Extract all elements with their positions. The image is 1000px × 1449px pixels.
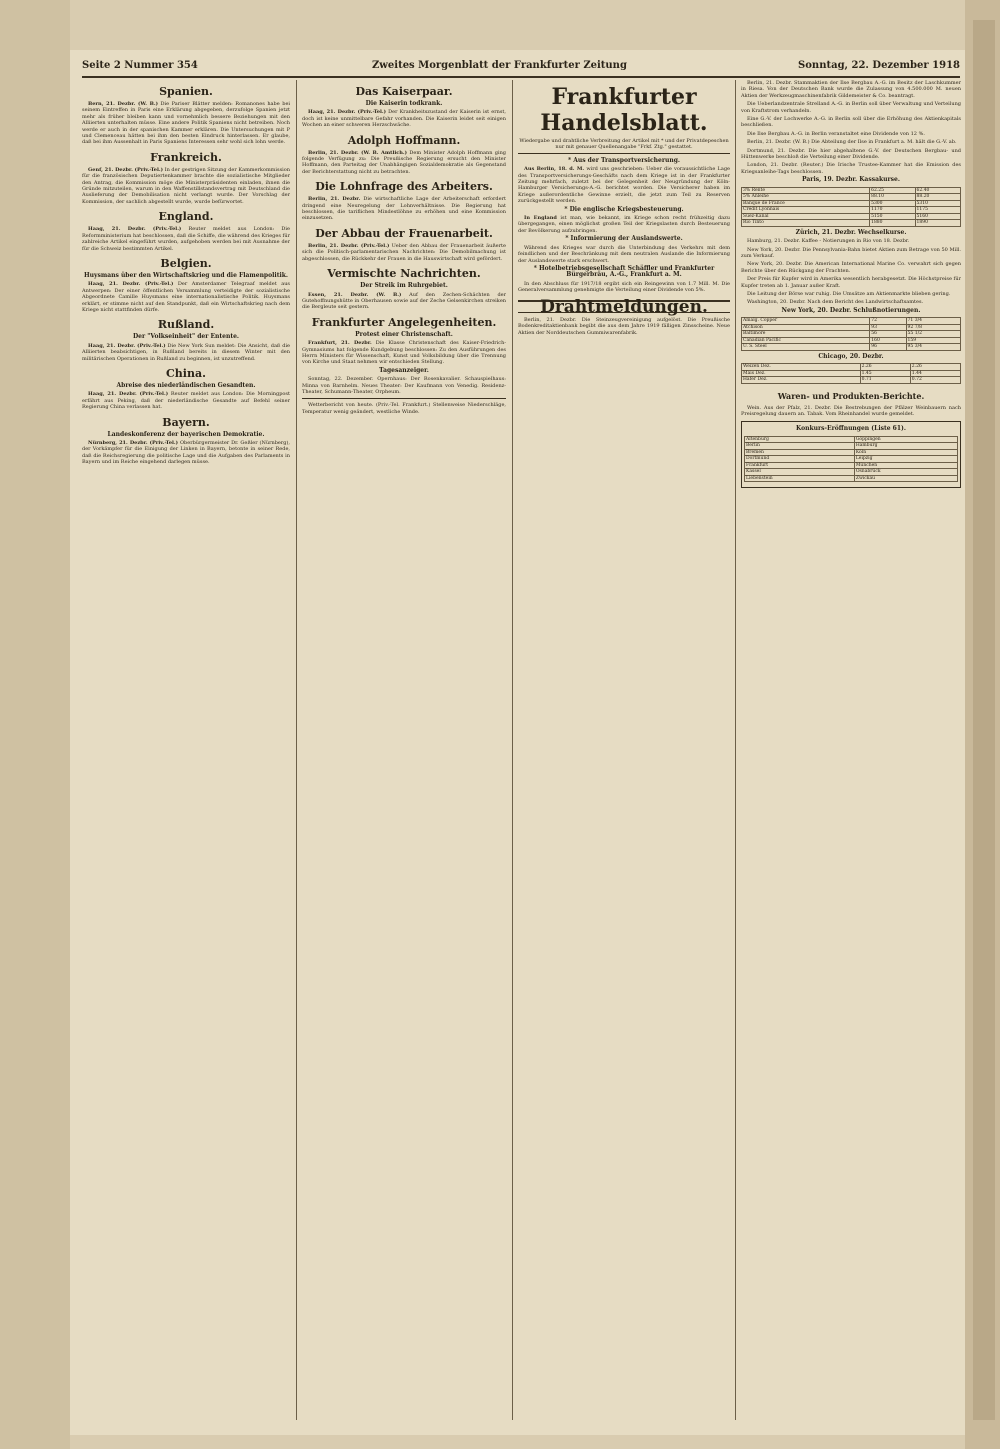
- dateline: Haag, 21. Dezbr. (Priv.-Tel.): [88, 226, 182, 233]
- zurich-title: Zürich, 21. Dezbr. Wechselkurse.: [795, 228, 907, 236]
- market-paragraph: Hamburg, 21. Dezbr. Kaffee - Notierungen in Rio von 18. Dezbr.: [747, 238, 910, 245]
- dateline: Haag, 21. Dezbr. (Priv.-Tel.): [88, 342, 166, 349]
- dateline: Genf, 21. Dezbr. (Priv.-Tel.): [88, 166, 163, 173]
- table-cell: 88.20: [915, 194, 960, 201]
- table-cell: 93: [870, 324, 906, 331]
- table-cell: Leipzig: [854, 456, 957, 463]
- section-subhead: * Hotelbetriebsgesellschaft Schäffler und Frankfurter Bürgerbräu, A.-G., Frankfurt a. M.: [533, 264, 715, 279]
- article-paragraph: [82, 226, 290, 252]
- table-cell: München: [854, 462, 957, 469]
- table-cell: 159: [906, 337, 960, 344]
- dateline: Berlin, 21. Dezbr. (Priv.-Tel.): [308, 242, 390, 249]
- market-paragraph: Eine G.-V. der Lochwerke A.-G. in Berlin soll über die Erhöhung des Aktienkapitals beschließen.: [741, 116, 961, 129]
- weather-report: Wetterbericht von heute. (Priv.-Tel. Frankfurt.) Stellenweise Niederschläge, Temperatur wenig geändert, westliche Winde.: [302, 402, 506, 415]
- table-row: [742, 377, 961, 384]
- market-paragraph: Dortmund, 21. Dezbr. Die hier abgehaltene G.-V. der Deutschen Bergbau- und Hüttenwerke beschloß die Verteilung einer Dividende.: [741, 147, 961, 161]
- article-text: ist man, wie bekannt, im Kriege schon recht frühzeitig dazu übergegangen, einen möglichst großen Teil der Kriegslasten durch Besteuerung der Bevölkerung aufzubringen.: [518, 215, 730, 234]
- paris-quotes-table: [741, 187, 961, 227]
- table-cell: Altenburg: [745, 436, 855, 443]
- table-cell: Berlin: [745, 443, 855, 450]
- article-text: Sonntag, 22. Dezember. Opernhaus: Der Rosenkavalier. Schauspielhaus: Minna von Barnhelm. Neues Theater: Der Kaufmann von Venedig. Residenz-Theater, Schumann-Theater, Orpheum.: [302, 376, 506, 395]
- article-paragraph: [302, 376, 506, 395]
- article-text: wird uns geschrieben: Ueber die voraussichtliche Lage des Transportversicherungs-Geschäfts nach dem Kriege ist in der Frankfurter Zeitung mehrfach, zuletzt bei der Gelegenheit der Neugründung der Köln-Hamburger Versicherungs-A.-G. berichtet worden. Die Versicherer haben im Kriege außerordentliche Gewinne erzielt, die jetzt zum Teil zu Reserven zurückgestellt werden.: [518, 166, 730, 205]
- market-paragraph: Berlin, 21. Dezbr. (W. B.) Die Abteilung der Ilse in Frankfurt a. M. hält die G.-V. ab.: [747, 139, 957, 146]
- drahtmeldungen-text: Berlin, 21. Dezbr. Die Steinzeugvereinigung aufgelöst. Die Preußische Bodenkreditaktienbank begibt die aus dem Jahre 1919 fälligen Zinsscheine. Neue Aktien der Norddeutschen Gummiwarenfabrik.: [518, 316, 730, 336]
- handelsblatt-intro: Wiedergabe und drahtliche Verbreitung der Artikel mit * und der Privatdepeschen nur mit genauer Quellenangabe "Frkf. Ztg." gestattet.: [518, 138, 730, 154]
- waren-title: Waren- und Produkten-Berichte.: [777, 390, 925, 401]
- article-text: Der Krankheitszustand der Kaiserin ist ernst, doch ist keine unmittelbare Gefahr vorhanden. Die Kaiserin leidet seit einigen Wochen an einer schweren Herzschwäche.: [302, 109, 506, 129]
- section-title: Bayern.: [162, 415, 210, 429]
- column-rule: [296, 80, 297, 1420]
- article-paragraph: [82, 167, 290, 205]
- market-paragraph: Washington, 20. Dezbr. Nach dem Bericht des Landwirtschaftsamtes.: [747, 299, 924, 306]
- table-cell: Kassel: [745, 469, 855, 476]
- table-cell: 5150: [870, 213, 915, 220]
- table-cell: Hafer Dez.: [742, 377, 861, 384]
- market-paragraph: New York, 20. Dezbr. Die Pennsylvania-Bahn bietet Aktien zum Betrage von 50 Mill. zum Verkauf.: [741, 246, 961, 259]
- article-paragraph: [518, 281, 730, 294]
- market-report-top: Berlin, 21. Dezbr. Stammaktien der Ilse Bergbau A.-G. im Besitz der Laschkummer in Riesa. Von der Deutschen Bank wurde die Zulassung von 4.500.000 M. neuen Aktien der Werkzeugmaschinenfabrik Gildemeister & Co. beantragt.: [741, 80, 961, 99]
- article-text: Reuter meldet aus London: Die Morningpost erfährt aus Peking, daß der niederländische Gesandte auf Befehl seiner Regierung China verlassen hat.: [82, 391, 290, 411]
- dateline: Frankfurt, 21. Dezbr.: [308, 340, 372, 347]
- article-paragraph: [302, 243, 506, 262]
- table-cell: Banque de France: [742, 200, 870, 207]
- drahtmeldungen-title: Drahtmeldungen.: [518, 300, 730, 313]
- paris-table-title: Paris, 19. Dezbr. Kassakurse.: [802, 176, 900, 184]
- dateline: Essen, 21. Dezbr. (W. B.): [308, 291, 402, 298]
- table-cell: Liebenstein: [745, 475, 855, 482]
- section-subhead: * Informierung der Auslandswerte.: [565, 235, 683, 243]
- table-cell: Bremen: [745, 449, 855, 456]
- table-cell: Weizen Dez.: [742, 364, 861, 371]
- table-cell: Crédit Lyonnais: [742, 207, 870, 214]
- market-paragraph: New York, 20. Dezbr. Die American International Marine Co. verwahrt sich gegen Berichte über den Rückgang der Frachten.: [741, 261, 961, 274]
- waren-text: Wein. Aus der Pfalz, 21. Dezbr. Die Bestrebungen der Pfälzer Weinbauern nach Preisregelung dauern an. Tabak. Vom Rheinhandel wurde gemeldet.: [741, 404, 961, 417]
- table-cell: 1890: [915, 220, 960, 227]
- konkurs-table: [744, 436, 958, 483]
- table-cell: 2.26: [910, 364, 960, 371]
- table-cell: 5310: [915, 200, 960, 207]
- konkurs-title: Konkurs-Eröffnungen (Liste 61).: [796, 425, 906, 433]
- header-publication: Zweites Morgenblatt der Frankfurter Zeitung: [372, 60, 627, 71]
- article-paragraph: [82, 101, 290, 146]
- section-subhead: Tagesanzeiger.: [379, 366, 429, 374]
- table-cell: Mais Dez.: [742, 370, 861, 377]
- table-cell: Frankfurt: [745, 462, 855, 469]
- section-title: England.: [158, 210, 214, 224]
- section-title: Der Abbau der Frauenarbeit.: [315, 226, 493, 240]
- table-cell: Suez-Kanal: [742, 213, 870, 220]
- column-2: [302, 80, 506, 1420]
- section-title: Spanien.: [159, 85, 213, 98]
- section-title: Vermischte Nachrichten.: [327, 267, 481, 281]
- market-paragraph: London, 21. Dezbr. (Reuter.) Die Irische Trustee-Kammer hat die Emission des Kriegsanleihe-Tags beschlossen.: [741, 162, 961, 175]
- table-row: [745, 475, 958, 482]
- header-page-number: Seite 2 Nummer 354: [82, 60, 198, 71]
- table-cell: 72: [870, 318, 906, 325]
- section-subhead: * Aus der Transportversicherung.: [567, 156, 681, 164]
- article-text: Auf den Zechen-Schächten der Gutehoffnungshütte in Oberhausen sowie auf der Zeche Gelsenkirchen streiken die Bergleute seit gestern.: [302, 291, 506, 311]
- table-cell: 95 3/4: [906, 344, 960, 351]
- dateline: Bern, 21. Dezbr. (W. B.): [88, 101, 158, 107]
- dateline: Berlin, 21. Dezbr.: [308, 196, 361, 203]
- table-cell: 55 1/2: [906, 331, 960, 338]
- table-cell: 56: [870, 331, 906, 338]
- market-paragraph: Die Ilse Bergbau A.-G. in Berlin veranstaltet eine Dividende von 12 %.: [747, 130, 925, 137]
- column-3: [518, 80, 730, 1420]
- section-subhead: Huysmans über den Wirtschaftskrieg und die Flamenpolitik.: [83, 271, 288, 279]
- column-1: [82, 80, 290, 1420]
- table-cell: 1.45: [860, 370, 910, 377]
- section-title: China.: [166, 366, 206, 380]
- table-row: [742, 220, 961, 227]
- dateline: Haag, 21. Dezbr. (Priv.-Tel.): [88, 281, 174, 288]
- article-paragraph: [302, 340, 506, 366]
- chicago-quotes-table: [741, 363, 961, 384]
- table-cell: 62.40: [915, 187, 960, 194]
- section-subhead: Abreise des niederländischen Gesandten.: [116, 381, 256, 389]
- article-text: Der Amsterdamer Telegraaf meldet aus Antwerpen: Der einer öffentlichen Versammlung verteidigte der sozialistische Abgeordnete Camille Huysmans eine internationalistische Politik. Huysmans erklärt, er stimme nicht auf den Standpunkt, daß ein Wirtschaftskrieg nach dem Kriege nicht stattfinden dürfe.: [82, 281, 290, 313]
- article-paragraph: [302, 109, 506, 128]
- table-cell: Köln: [854, 449, 957, 456]
- table-cell: 5300: [870, 200, 915, 207]
- dateline: Berlin, 21. Dezbr. (W. B. Amtlich.): [308, 149, 408, 156]
- chicago-table-title: Chicago, 20. Dezbr.: [818, 352, 884, 360]
- left-margin: [0, 0, 70, 1449]
- table-cell: 160: [870, 337, 906, 344]
- dateline: Haag, 21. Dezbr. (Priv.-Tel.): [88, 391, 169, 398]
- section-title: Frankfurter Angelegenheiten.: [311, 315, 497, 329]
- section-subhead: Die Kaiserin todkrank.: [365, 100, 443, 107]
- newyork-quotes-table: [741, 317, 961, 351]
- divider: [302, 398, 506, 399]
- article-text: Reuter meldet aus London: Die Reformministerium hat beschlossen, daß die Schiffe, die während des Krieges für zahlreiche Artikel eingeführt wurden, aufgehoben werden bei mit Ausnahme der für die Schweiz bestimmten Artikel.: [82, 226, 290, 252]
- article-text: Dem Minister Adolph Hoffmann ging folgende Verfügung zu: Die Preußische Regierung ersucht den Minister Hoffmann, den Parteitag der Unabhängigen Sozialdemokratie als Gegenstand der Berichterstattung nicht zu betrachten.: [302, 149, 506, 175]
- article-paragraph: [302, 196, 506, 222]
- table-cell: Baltimore: [742, 331, 870, 338]
- dateline: Nürnberg, 21. Dezbr. (Priv.-Tel.): [88, 440, 179, 446]
- article-text: In den Abschluss für 1917/18 ergibt sich ein Reingewinn von 1.7 Mill. M. Die Generalversammlung genehmigte die Verteilung einer Dividende von 5%.: [518, 280, 730, 294]
- table-cell: 0.71: [860, 377, 910, 384]
- table-cell: 1170: [870, 207, 915, 214]
- page-header: [82, 58, 960, 78]
- dateline: Haag, 21. Dezbr. (Priv.-Tel.): [308, 109, 387, 116]
- table-cell: 0.72: [910, 377, 960, 384]
- konkurs-box: [741, 421, 961, 488]
- market-paragraph: Der Preis für Kupfer wird in Amerika wesentlich herabgesetzt. Die Höchstpreise für Kupfer treten ab 1. Januar außer Kraft.: [741, 276, 961, 289]
- table-cell: Rio Tinto: [742, 220, 870, 227]
- table-cell: Zwickau: [854, 475, 957, 482]
- table-cell: 1175: [915, 207, 960, 214]
- article-text: In der gestrigen Sitzung der Kammerkommission für die französischen Deputiertenkammer brachte die sozialistische Mitglieder den Antrag, die Kommission möge die Ministerpräsidenten einladen, ihnen die Gründe mitzuteilen, warum in den Waffenstillstandsvertrag mit Deutschland die Auslieferung der Demobilisation nicht verlangt wurde. Der Vorschlag der Kommission, der sachlich abgestellt wurde, wurde befürwortet.: [82, 166, 290, 205]
- table-cell: 1.44: [910, 370, 960, 377]
- adjacent-page-edge: [973, 20, 995, 1420]
- article-text: Oberbürgermeister Dr. Geßler (Nürnberg), der Vorkämpfer für die Einigung der Linken in Bayern, betonte in seiner Rede, daß die Reichsregierung die politische Lage und die Aufgaben des Parlaments in Bayern und im Reiche eingehend darlegen müsse.: [82, 440, 290, 466]
- table-cell: 62.25: [870, 187, 915, 194]
- table-row: [742, 344, 961, 351]
- section-subhead: Der Streik im Ruhrgebiet.: [360, 282, 448, 290]
- table-cell: 5% Anleihe: [742, 194, 870, 201]
- section-subhead: Landeskonferenz der bayerischen Demokratie.: [107, 430, 265, 438]
- table-cell: 71 3/4: [906, 318, 960, 325]
- dateline: Aus Berlin, 18. d. M.: [524, 166, 585, 173]
- table-cell: 88.10: [870, 194, 915, 201]
- column-4: [741, 80, 961, 1420]
- table-cell: 96: [870, 344, 906, 351]
- section-title: Rußland.: [157, 318, 215, 332]
- article-text: Während des Krieges war durch die Unterbindung des Verkehrs mit dem feindlichen und der Beschränkung mit dem neutralen Auslande die Informierung der Auslandswerte stark erschwert.: [518, 244, 730, 264]
- table-cell: 1880: [870, 220, 915, 227]
- article-text: Die wirtschaftliche Lage der Arbeiterschaft erfordert dringend eine Neuregelung der Lohnverhältnisse. Die Regierung hat beschlossen, die tariflichen Mindestlöhne zu erhöhen und eine Kommission einzusetzen.: [302, 196, 506, 222]
- table-cell: Atchison: [742, 324, 870, 331]
- table-cell: Dortmund: [745, 456, 855, 463]
- section-title: Das Kaiserpaar.: [355, 85, 453, 98]
- table-cell: 3% Rente: [742, 187, 870, 194]
- article-text: Ueber den Abbau der Frauenarbeit äußerte sich die Politisch-parlamentarischen Nachrichten: Die Demobilmachung ist abgeschlossen, die Rückkehr der Frauen in die Hauswirtschaft wird gefördert.: [302, 242, 506, 262]
- article-paragraph: [518, 215, 730, 234]
- article-paragraph: [302, 292, 506, 311]
- header-date: Sonntag, 22. Dezember 1918: [798, 60, 960, 71]
- dateline: In England: [524, 215, 557, 222]
- section-subhead: * Die englische Kriegsbesteuerung.: [564, 205, 684, 213]
- market-paragraph: Die Leitung der Börse war ruhig. Die Umsätze am Aktienmarkte blieben gering.: [747, 290, 951, 297]
- article-paragraph: [518, 245, 730, 264]
- article-paragraph: [82, 440, 290, 466]
- section-subhead: Der "Volkseinheit" der Entente.: [132, 333, 240, 341]
- article-text: Die Pariser Blätter melden: Romanones habe bei seinem Eintreffen in Paris eine Erklärung abgegeben, derzufolge Spanien jetzt mehr als früher bleiben kann und vornehmlich bessere Beziehungen mit den Alliierten unterhalten müsse. Eine andere Politik Spaniens nicht betreiben. Noch werde er auch in der spanischen Kammer erklären. Die Untersuchungen mit P und Clemenceau hätten bei ihm den besten Eindruck hinterlassen. Er glaube, daß bei ihm Aussenhalt in Paris Spaniens Interessen sehr wohl sich lohn werde.: [82, 101, 290, 146]
- article-text: Die New York Sun meldet: Die Ansicht, daß die Alliierten beabsichtigen, in Rußland bereits in diesem Winter mit den militärischen Operationen in Rußland zu beginnen, ist unzutreffend.: [82, 342, 290, 362]
- article-text: Die Klasse Christenschaft des Kaiser-Friedrich-Gymnasiums hat folgende Kundgebung beschlossen: Zu den Ausführungen des Herrn Ministers für Wissenschaft, Kunst und Volksbildung über die Trennung von Kirche und Staat nehmen wir entschieden Stellung.: [302, 340, 506, 366]
- handelsblatt-title: Frankfurter Handelsblatt.: [540, 84, 708, 136]
- section-subhead: Protest einer Christenschaft.: [355, 330, 453, 338]
- section-title: Die Lohnfrage des Arbeiters.: [315, 180, 493, 194]
- section-title: Adolph Hoffmann.: [347, 133, 461, 147]
- column-rule: [735, 80, 736, 1420]
- table-cell: Hamburg: [854, 443, 957, 450]
- section-title: Frankreich.: [150, 150, 222, 164]
- table-cell: 5160: [915, 213, 960, 220]
- table-cell: Amalg. Copper: [742, 318, 870, 325]
- article-paragraph: [82, 343, 290, 362]
- table-cell: 92 7/8: [906, 324, 960, 331]
- table-cell: 2.26: [860, 364, 910, 371]
- market-paragraph: Die Ueberlandzentrale Strelland A.-G. in Berlin soll über Verwaltung und Verteilung von Kraftstrom verhandeln.: [741, 101, 961, 114]
- article-paragraph: [302, 150, 506, 176]
- table-cell: U. S. Steel: [742, 344, 870, 351]
- table-cell: Canadian Pacific: [742, 337, 870, 344]
- column-rule: [512, 80, 513, 1420]
- article-paragraph: [82, 391, 290, 410]
- article-paragraph: [82, 281, 290, 313]
- section-title: Belgien.: [160, 256, 212, 270]
- table-cell: Osnabrück: [854, 469, 957, 476]
- article-paragraph: [518, 166, 730, 204]
- newyork-table-title: New York, 20. Dezbr. Schlußnotierungen.: [781, 306, 921, 314]
- table-cell: Göppingen: [854, 436, 957, 443]
